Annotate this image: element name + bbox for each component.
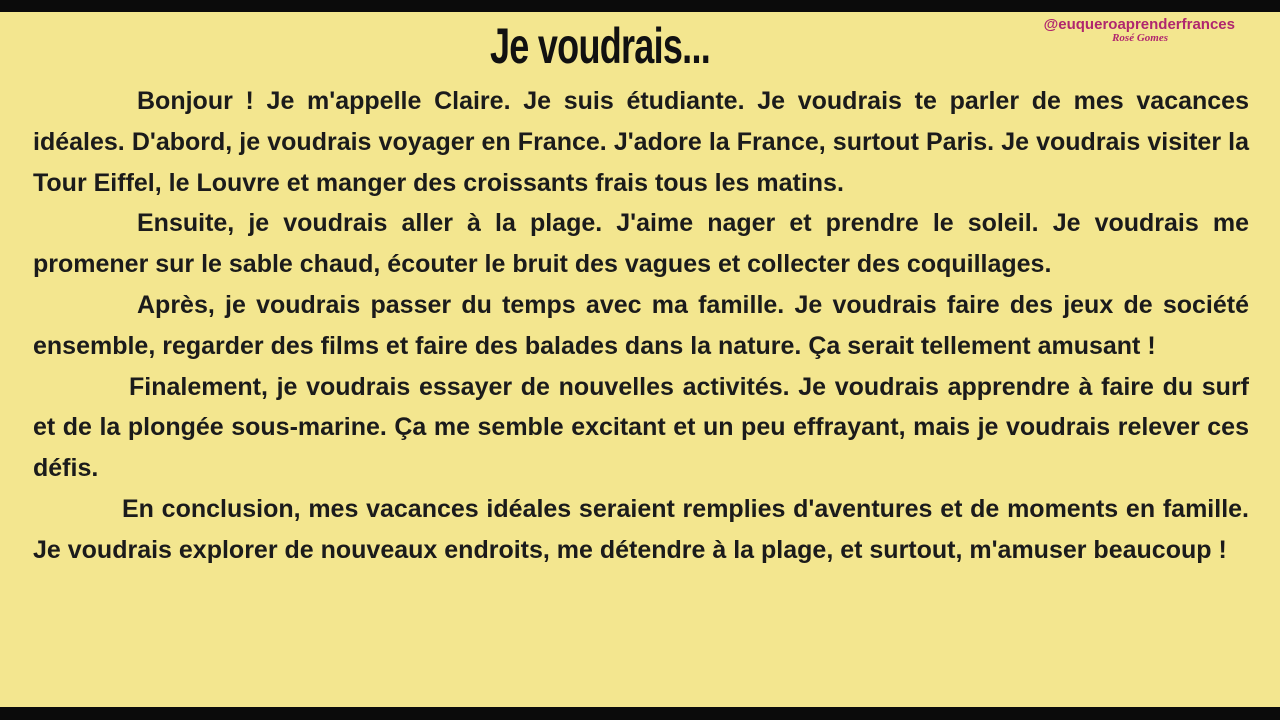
watermark-author: Rosé Gomes: [1112, 32, 1168, 44]
top-letterbox-bar: [0, 0, 1280, 12]
paragraph-1: Bonjour ! Je m'appelle Claire. Je suis étudiante. Je voudrais te parler de mes vacances idéales. D'abord, je voudrais voyager en France. J'adore la France, surtout Paris. Je voudrais visiter la Tour Eiffel, le Louvre et manger des croissants frais tous les matins.: [33, 87, 1249, 197]
paragraph-5: En conclusion, mes vacances idéales seraient remplies d'aventures et de moments en famille. Je voudrais explorer de nouveaux endroits, me détendre à la plage, et surtout, m'amuser beaucoup !: [33, 494, 1249, 564]
document-body: [33, 81, 1249, 571]
paragraph-3: Après, je voudrais passer du temps avec ma famille. Je voudrais faire des jeux de société ensemble, regarder des films et faire des balades dans la nature. Ça serait tellement amusant !: [33, 290, 1249, 360]
document-page: [0, 12, 1280, 707]
watermark-handle: @euqueroaprenderfrances: [1043, 16, 1235, 33]
paragraph-4: Finalement, je voudrais essayer de nouvelles activités. Je voudrais apprendre à faire du surf et de la plongée sous-marine. Ça me semble excitant et un peu effrayant, mais je voudrais relever ces défis.: [33, 372, 1249, 483]
page-title: Je voudrais...: [489, 18, 711, 74]
paragraph-2: Ensuite, je voudrais aller à la plage. J'aime nager et prendre le soleil. Je voudrais me promener sur le sable chaud, écouter le bruit des vagues et collecter des coquillages.: [33, 209, 1249, 279]
bottom-letterbox-bar: [0, 707, 1280, 720]
